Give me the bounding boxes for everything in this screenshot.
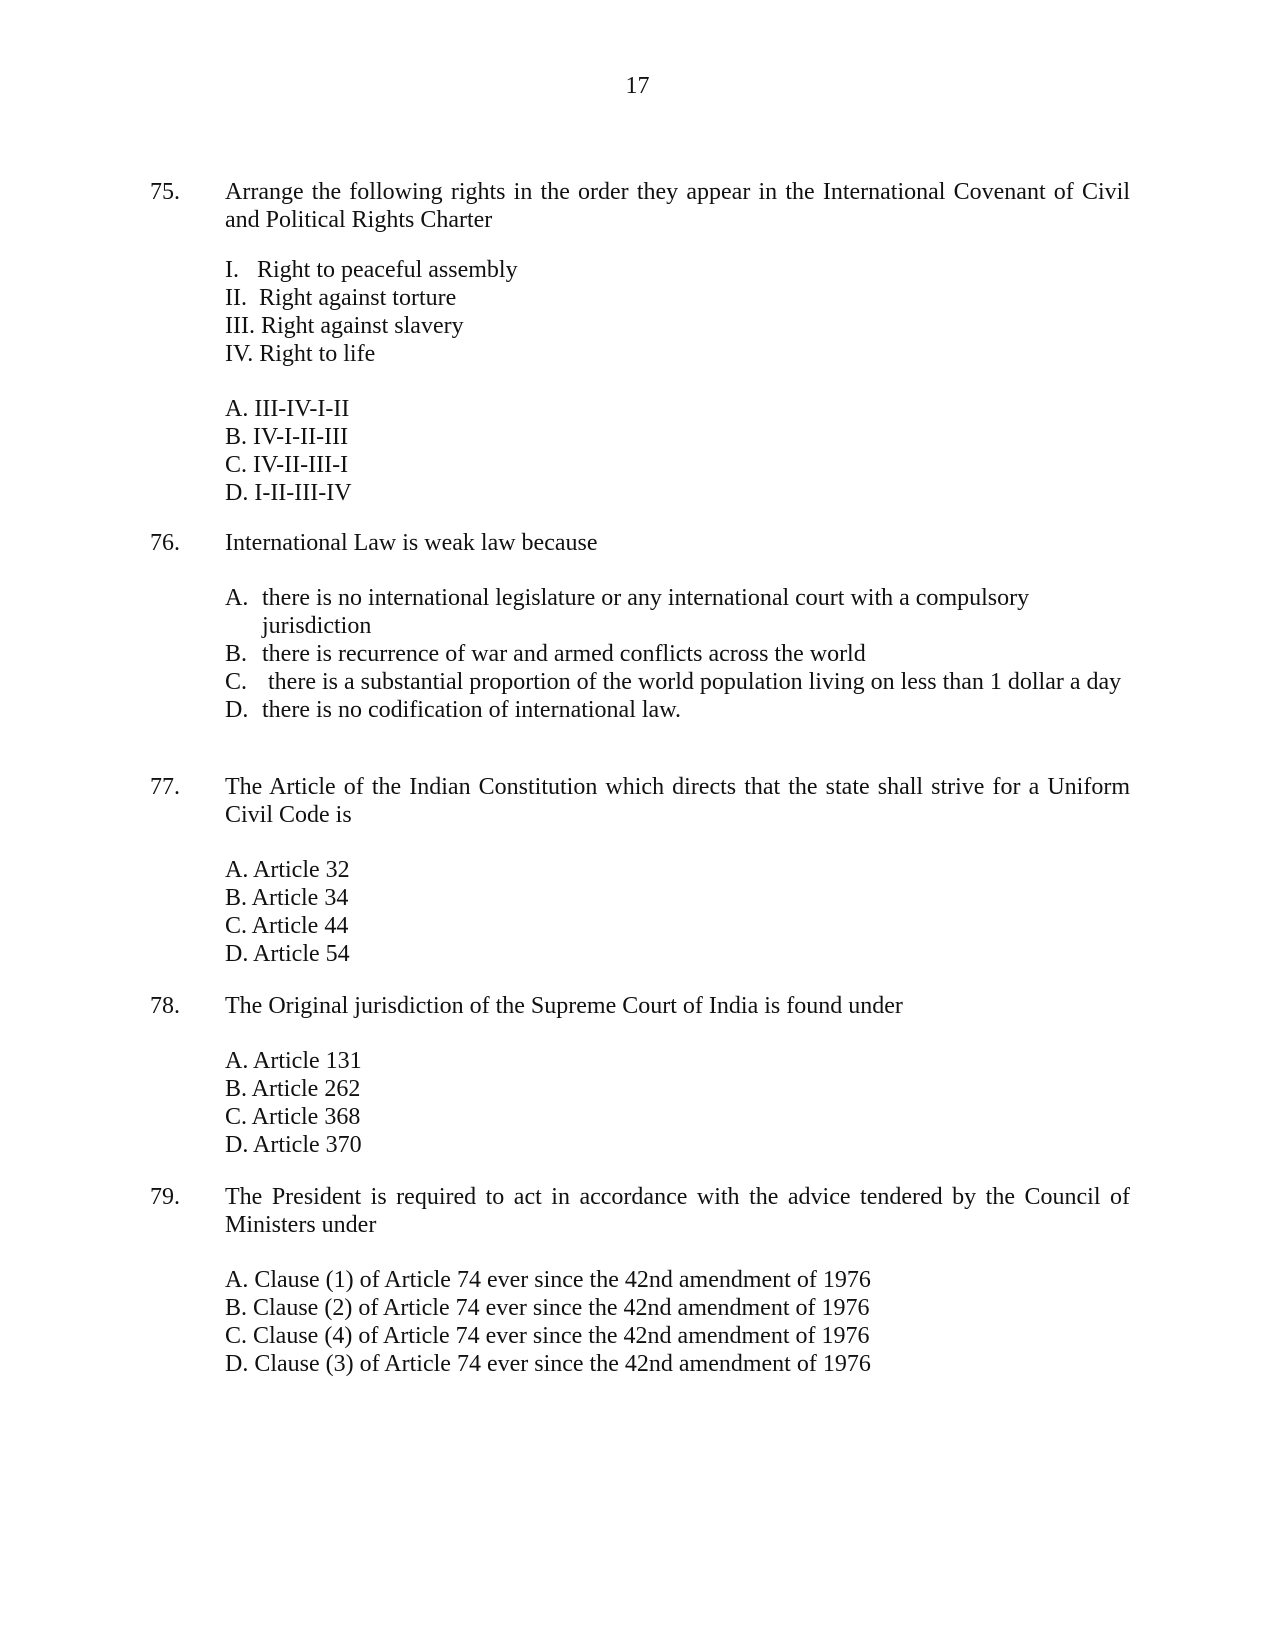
question-78	[150, 992, 1130, 1159]
statement-item: III. Right against slavery	[225, 313, 464, 339]
option-a: A. Article 131	[225, 1048, 362, 1074]
question-text: Arrange the following rights in the order they appear in the International Covenant of Civil and Political Rights Charter	[225, 179, 1130, 233]
option-label: C.	[225, 669, 248, 695]
option-b: B. Article 34	[225, 885, 349, 911]
option-b: B. Clause (2) of Article 74 ever since the 42nd amendment of 1976	[225, 1295, 870, 1321]
question-76	[150, 529, 1130, 724]
option-label: A.	[225, 585, 249, 611]
option-label: B.	[225, 641, 248, 667]
question-number: 78.	[150, 993, 180, 1019]
option-a	[225, 584, 1130, 640]
question-text: The Original jurisdiction of the Supreme Court of India is found under	[225, 993, 903, 1019]
option-b: B. Article 262	[225, 1076, 361, 1102]
statement-item: II. Right against torture	[225, 285, 457, 311]
question-text: International Law is weak law because	[225, 530, 598, 556]
option-a: A. Article 32	[225, 857, 350, 883]
question-75	[150, 178, 1130, 507]
statement-item: IV. Right to life	[225, 341, 376, 367]
question-number: 75.	[150, 179, 180, 205]
option-text: there is no codification of international law.	[262, 697, 681, 723]
option-d: D. Article 54	[225, 941, 350, 967]
option-a: A. III-IV-I-II	[225, 396, 350, 422]
option-list	[225, 856, 1130, 968]
option-list	[225, 1266, 1130, 1378]
option-a: A. Clause (1) of Article 74 ever since the 42nd amendment of 1976	[225, 1267, 871, 1293]
question-text: The Article of the Indian Constitution which directs that the state shall strive for a Uniform Civil Code is	[225, 774, 1130, 828]
question-77	[150, 773, 1130, 968]
option-list	[225, 395, 1130, 507]
question-79	[150, 1183, 1130, 1378]
option-d: D. Clause (3) of Article 74 ever since the 42nd amendment of 1976	[225, 1351, 871, 1377]
question-number: 76.	[150, 530, 180, 556]
option-b	[225, 640, 1130, 668]
question-number: 79.	[150, 1184, 180, 1210]
option-c: C. IV-II-III-I	[225, 452, 349, 478]
statement-list	[225, 256, 1130, 368]
option-list	[225, 584, 1130, 724]
option-c: C. Article 368	[225, 1104, 361, 1130]
option-label: D.	[225, 697, 249, 723]
question-number: 77.	[150, 774, 180, 800]
option-c: C. Clause (4) of Article 74 ever since the 42nd amendment of 1976	[225, 1323, 870, 1349]
option-b: B. IV-I-II-III	[225, 424, 349, 450]
option-c	[225, 668, 1130, 696]
option-d: D. Article 370	[225, 1132, 362, 1158]
statement-item: I. Right to peaceful assembly	[225, 257, 518, 283]
option-text: there is a substantial proportion of the world population living on less than 1 dollar a day	[262, 669, 1122, 695]
option-c: C. Article 44	[225, 913, 349, 939]
option-d	[225, 696, 1130, 724]
option-d: D. I-II-III-IV	[225, 480, 352, 506]
option-list	[225, 1047, 1130, 1159]
question-text: The President is required to act in accordance with the advice tendered by the Council of Ministers under	[225, 1184, 1130, 1238]
option-text: there is recurrence of war and armed conflicts across the world	[262, 641, 866, 667]
page-number: 17	[625, 73, 650, 99]
option-text: there is no international legislature or any international court with a compulsory jurisdiction	[262, 585, 1030, 639]
